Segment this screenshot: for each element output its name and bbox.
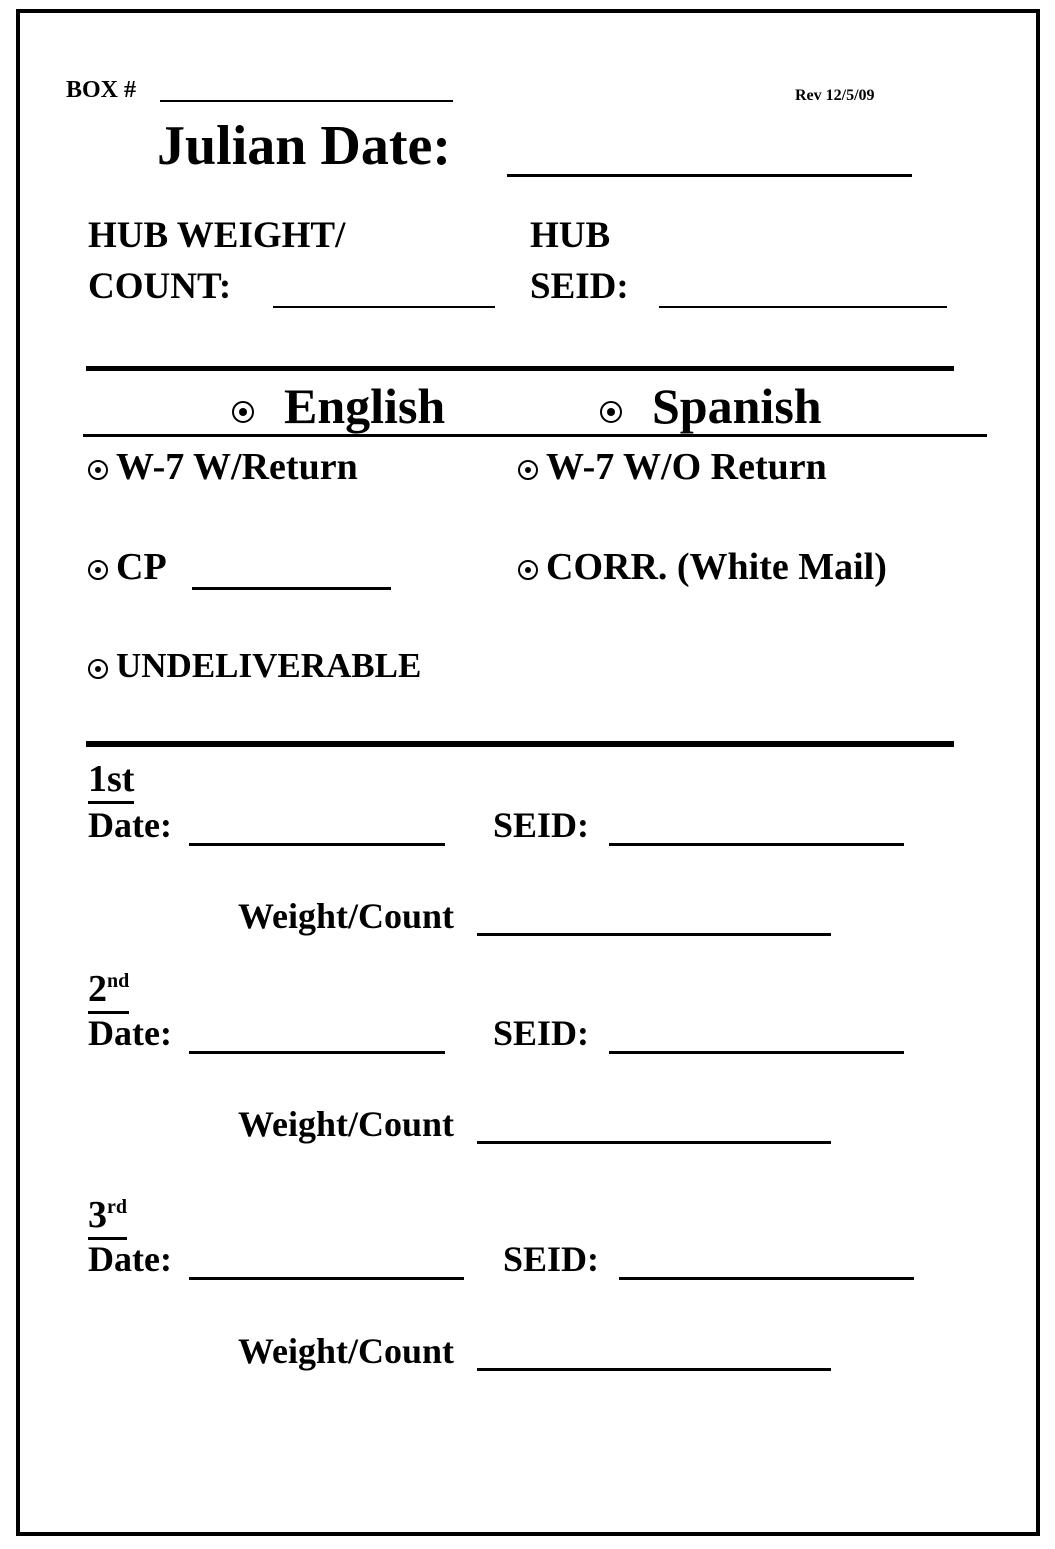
cp-label: CP [116,546,167,588]
radio-bullet-icon [600,401,622,423]
box-number-label: BOX # [66,77,137,103]
radio-bullet-icon [88,460,108,480]
hub-weight-count-field[interactable] [273,306,495,308]
entry-1-date-label: Date: [88,805,172,845]
entry-2-weight-field[interactable] [477,1141,831,1144]
entry-2-seid-label: SEID: [493,1013,590,1053]
entry-3-seid-label: SEID: [503,1239,600,1279]
radio-bullet-icon [232,401,254,423]
cp-field[interactable] [192,587,391,590]
entry-1-seid-field[interactable] [609,843,904,846]
w7-with-return-label: W-7 W/Return [116,446,358,488]
corr-label: CORR. (White Mail) [546,546,887,588]
entry-1-date-field[interactable] [189,843,445,846]
entry-3-ordinal-suffix: rd [107,1196,127,1218]
option-cp[interactable] [88,548,167,586]
hub-weight-label-line1: HUB WEIGHT/ [88,215,346,256]
option-corr-white-mail[interactable] [518,548,887,586]
option-w7-with-return[interactable] [88,448,358,486]
divider-top [86,366,954,371]
english-label: English [284,378,446,434]
divider-bottom [86,741,954,747]
entry-1-ordinal [88,760,134,798]
julian-date-field[interactable] [507,174,912,177]
entry-2-ordinal-base: 2 [88,968,107,1010]
entry-2-seid-field[interactable] [609,1051,904,1054]
w7-without-return-label: W-7 W/O Return [546,446,827,488]
entry-3-date-field[interactable] [189,1277,464,1280]
option-undeliverable[interactable] [88,648,421,683]
entry-1-weight-label: Weight/Count [238,896,455,936]
entry-3-ordinal [88,1196,127,1234]
divider-language [83,434,987,437]
entry-3-ordinal-text [88,1194,127,1240]
entry-2-date-field[interactable] [189,1051,445,1054]
radio-bullet-icon [88,659,108,679]
entry-3-date-label: Date: [88,1239,172,1279]
entry-2-date-label: Date: [88,1013,172,1053]
revision-label: Rev 12/5/09 [795,87,875,104]
entry-3-weight-field[interactable] [477,1368,831,1371]
radio-bullet-icon [88,560,108,580]
radio-bullet-icon [518,560,538,580]
entry-1-ordinal-text: 1st [88,758,134,804]
julian-date-label: Julian Date: [157,115,451,177]
language-english-option[interactable] [232,378,446,434]
undeliverable-label: UNDELIVERABLE [116,646,422,685]
entry-3-ordinal-base: 3 [88,1194,107,1236]
hub-seid-label-line1: HUB [530,215,611,256]
box-number-field[interactable] [160,100,453,102]
entry-3-seid-field[interactable] [619,1277,914,1280]
hub-seid-field[interactable] [659,306,947,308]
entry-2-weight-label: Weight/Count [238,1104,455,1144]
hub-seid-label-line2: SEID: [530,266,629,307]
entry-2-ordinal-suffix: nd [107,970,130,992]
language-spanish-option[interactable] [600,378,822,434]
entry-1-seid-label: SEID: [493,805,590,845]
entry-2-ordinal [88,970,129,1008]
option-w7-without-return[interactable] [518,448,827,486]
entry-3-weight-label: Weight/Count [238,1331,455,1371]
hub-weight-label-line2: COUNT: [88,266,232,307]
radio-bullet-icon [518,460,538,480]
entry-1-weight-field[interactable] [477,933,831,936]
entry-2-ordinal-text [88,968,129,1014]
spanish-label: Spanish [652,378,822,434]
